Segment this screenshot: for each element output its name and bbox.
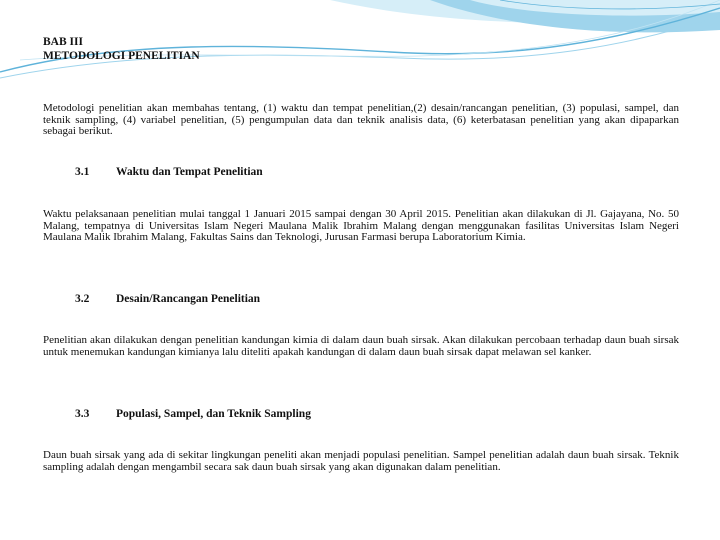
chapter-title: METODOLOGI PENELITIAN — [43, 50, 200, 62]
wave-line-4 — [500, 0, 720, 9]
section-number-3-1: 3.1 — [75, 166, 90, 178]
chapter-label: BAB III — [43, 36, 83, 48]
section-number-3-2: 3.2 — [75, 293, 90, 305]
section-number-3-3: 3.3 — [75, 408, 90, 420]
chapter-heading — [43, 35, 200, 63]
intro-paragraph: Metodologi penelitian akan membahas tentang, (1) waktu dan tempat penelitian,(2) desain/rancangan penelitian, (3) populasi, sampel, dan teknik sampling, (4) variabel penelitian, (5) pengumpulan data dan teknik analisis data, (6) keterbatasan penelitian yang akan dipaparkan sebagai berikut. — [43, 102, 679, 137]
section-title-3-1: Waktu dan Tempat Penelitian — [116, 166, 263, 178]
wave-band-back — [330, 0, 720, 23]
wave-band-mid — [430, 0, 720, 32]
section-title-3-3: Populasi, Sampel, dan Teknik Sampling — [116, 408, 311, 420]
section-body-3-2: Penelitian akan dilakukan dengan penelitian kandungan kimia di dalam daun buah sirsak. Akan dilakukan percobaan terhadap daun buah sirsak untuk menemukan kandungan kimianya lalu diteliti apakah kandungan di dalam daun buah sirsak dapat melawan sel kanker. — [43, 334, 679, 358]
section-body-3-3: Daun buah sirsak yang ada di sekitar lingkungan peneliti akan menjadi populasi penelitian. Sampel penelitian adalah daun buah sirsak. Teknik sampling adalah dengan mengambil secara sak daun buah sirsak yang akan digunakan dalam penelitian. — [43, 449, 679, 473]
section-body-3-1: Waktu pelaksanaan penelitian mulai tanggal 1 Januari 2015 sampai dengan 30 April 2015. Penelitian akan dilakukan di Jl. Gajayana, No. 50 Malang, tempatnya di Universitas Islam Negeri Maulana Malik Ibrahim Malang dengan menggunakan fasilitas Universitas Islam Negeri Maulana Malik Ibrahim Malang, Fakultas Sains dan Teknologi, Jurusan Farmasi berupa Laboratorium Kimia. — [43, 208, 679, 243]
section-title-3-2: Desain/Rancangan Penelitian — [116, 293, 261, 305]
